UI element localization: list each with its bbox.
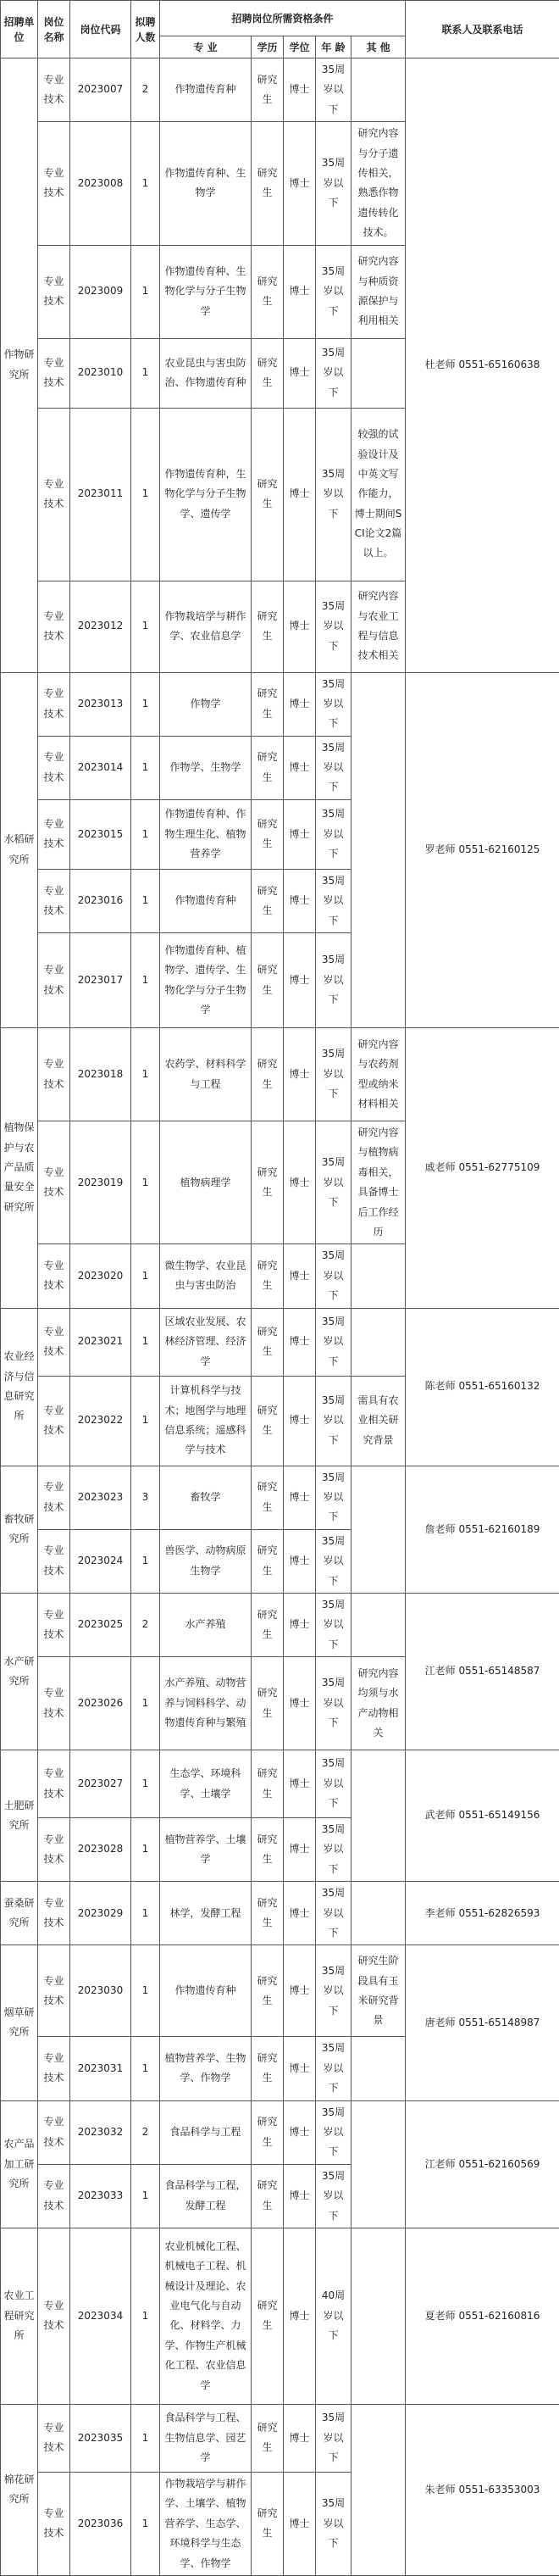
cell-contact: 戚老师 0551-62775109 xyxy=(406,1028,559,1309)
cell-headcount: 1 xyxy=(131,1882,160,1945)
cell-headcount: 1 xyxy=(131,1121,160,1244)
cell-degree: 博士 xyxy=(284,933,316,1028)
cell-education: 研究生 xyxy=(252,1945,284,2037)
cell-education: 研究生 xyxy=(252,245,284,338)
cell-major: 作物学 xyxy=(160,672,252,736)
cell-age: 35周岁以下 xyxy=(316,1244,351,1308)
table-row xyxy=(1,1945,559,2037)
cell-other xyxy=(351,338,406,408)
cell-post-name: 专业技术 xyxy=(38,1376,70,1466)
cell-post-name: 专业技术 xyxy=(38,1750,70,1818)
cell-other: 研究内容均须与水产动物相关 xyxy=(351,1657,406,1750)
cell-headcount: 1 xyxy=(131,869,160,932)
cell-education: 研究生 xyxy=(252,2472,284,2575)
cell-major: 作物遗传育种、生物化学与分子生物学 xyxy=(160,245,252,338)
cell-unit: 烟草研究所 xyxy=(1,1945,38,2100)
cell-degree: 博士 xyxy=(284,1028,316,1121)
cell-headcount: 1 xyxy=(131,2037,160,2100)
cell-degree: 博士 xyxy=(284,2164,316,2228)
header-education: 学历 xyxy=(252,36,284,58)
table-row xyxy=(1,1593,559,1656)
cell-degree: 博士 xyxy=(284,2100,316,2164)
cell-other: 研究内容与植物病毒相关，具备博士后工作经历 xyxy=(351,1121,406,1244)
cell-post-code: 2023014 xyxy=(70,736,131,799)
cell-age: 35周岁以下 xyxy=(316,736,351,799)
cell-age: 35周岁以下 xyxy=(316,2037,351,2100)
cell-age: 35周岁以下 xyxy=(316,1593,351,1656)
cell-degree: 博士 xyxy=(284,1244,316,1308)
cell-unit: 土肥研究所 xyxy=(1,1750,38,1882)
cell-headcount: 1 xyxy=(131,933,160,1028)
cell-post-name: 专业技术 xyxy=(38,245,70,338)
cell-post-name: 专业技术 xyxy=(38,1593,70,1656)
cell-other xyxy=(351,672,406,1028)
cell-post-code: 2023031 xyxy=(70,2037,131,2100)
cell-post-name: 专业技术 xyxy=(38,2037,70,2100)
cell-age: 35周岁以下 xyxy=(316,2472,351,2575)
cell-post-name: 专业技术 xyxy=(38,1818,70,1882)
cell-unit: 棉花研究所 xyxy=(1,2404,38,2575)
cell-contact: 李老师 0551-62826593 xyxy=(406,1882,559,1945)
table-row xyxy=(1,58,559,122)
cell-post-name: 专业技术 xyxy=(38,1882,70,1945)
cell-age: 35周岁以下 xyxy=(316,245,351,338)
cell-major: 食品科学与工程 xyxy=(160,2100,252,2164)
header-degree: 学位 xyxy=(284,36,316,58)
cell-age: 35周岁以下 xyxy=(316,1308,351,1376)
cell-education: 研究生 xyxy=(252,1028,284,1121)
cell-headcount: 1 xyxy=(131,1750,160,1818)
cell-degree: 博士 xyxy=(284,338,316,408)
cell-other: 研究内容与农药剂型或纳米材料相关 xyxy=(351,1028,406,1121)
cell-degree: 博士 xyxy=(284,1818,316,1882)
cell-degree: 博士 xyxy=(284,869,316,932)
cell-headcount: 1 xyxy=(131,1028,160,1121)
cell-headcount: 1 xyxy=(131,2164,160,2228)
table-row xyxy=(1,1466,559,1529)
cell-age: 40周岁以下 xyxy=(316,2228,351,2404)
cell-other: 较强的试验设计及中英文写作能力，博士期间SCI论文2篇以上。 xyxy=(351,408,406,581)
cell-other: 研究内容与分子遗传相关，熟悉作物遗传转化技术。 xyxy=(351,122,406,245)
cell-post-name: 专业技术 xyxy=(38,2164,70,2228)
cell-post-code: 2023016 xyxy=(70,869,131,932)
cell-major: 作物遗传育种、植物学、遗传学、生物化学与分子生物学 xyxy=(160,933,252,1028)
cell-major: 兽医学、动物病原生物学 xyxy=(160,1529,252,1593)
table-row xyxy=(1,2228,559,2404)
cell-major: 畜牧学 xyxy=(160,1466,252,1529)
cell-education: 研究生 xyxy=(252,1244,284,1308)
cell-post-code: 2023024 xyxy=(70,1529,131,1593)
cell-post-code: 2023033 xyxy=(70,2164,131,2228)
cell-age: 35周岁以下 xyxy=(316,1529,351,1593)
cell-headcount: 2 xyxy=(131,58,160,122)
header-contact: 联系人及联系电话 xyxy=(406,1,559,58)
cell-degree: 博士 xyxy=(284,1529,316,1593)
cell-post-name: 专业技术 xyxy=(38,581,70,672)
cell-age: 35周岁以下 xyxy=(316,2100,351,2164)
cell-age: 35周岁以下 xyxy=(316,581,351,672)
cell-major: 作物遗传育种、生物学 xyxy=(160,122,252,245)
cell-age: 35周岁以下 xyxy=(316,408,351,581)
cell-age: 35周岁以下 xyxy=(316,2164,351,2228)
cell-age: 35周岁以下 xyxy=(316,933,351,1028)
cell-education: 研究生 xyxy=(252,58,284,122)
cell-education: 研究生 xyxy=(252,581,284,672)
cell-headcount: 1 xyxy=(131,245,160,338)
cell-post-code: 2023022 xyxy=(70,1376,131,1466)
cell-other: 需具有农业相关研究背景 xyxy=(351,1376,406,1466)
cell-post-code: 2023034 xyxy=(70,2228,131,2404)
cell-other xyxy=(351,58,406,122)
cell-education: 研究生 xyxy=(252,736,284,799)
cell-education: 研究生 xyxy=(252,1121,284,1244)
cell-major: 农业机械化工程、机械电子工程、机械设计及理论、农业电气化与自动化、材料学、力学、作物生产机械化工程、农业信息学 xyxy=(160,2228,252,2404)
cell-post-name: 专业技术 xyxy=(38,122,70,245)
cell-headcount: 1 xyxy=(131,1376,160,1466)
cell-other xyxy=(351,2228,406,2404)
cell-major: 食品科学与工程、生物信息学、园艺学 xyxy=(160,2404,252,2472)
cell-major: 农药学、材料科学与工程 xyxy=(160,1028,252,1121)
cell-degree: 博士 xyxy=(284,245,316,338)
cell-major: 作物遗传育种 xyxy=(160,58,252,122)
cell-major: 水产养殖 xyxy=(160,1593,252,1656)
header-conditions: 招聘岗位所需资格条件 xyxy=(160,1,406,36)
cell-post-code: 2023010 xyxy=(70,338,131,408)
cell-headcount: 1 xyxy=(131,408,160,581)
cell-post-name: 专业技术 xyxy=(38,2404,70,2472)
header-age: 年 龄 xyxy=(316,36,351,58)
cell-major: 计算机科学与技术；地图学与地理信息系统；遥感科学与技术 xyxy=(160,1376,252,1466)
cell-post-code: 2023032 xyxy=(70,2100,131,2164)
header-other: 其 他 xyxy=(351,36,406,58)
header-headcount: 拟聘人数 xyxy=(131,1,160,58)
cell-other: 研究内容与种质资源保护与利用相关 xyxy=(351,245,406,338)
cell-degree: 博士 xyxy=(284,581,316,672)
cell-headcount: 1 xyxy=(131,672,160,736)
cell-post-name: 专业技术 xyxy=(38,933,70,1028)
cell-unit: 农业经济与信息研究所 xyxy=(1,1308,38,1466)
cell-post-code: 2023009 xyxy=(70,245,131,338)
cell-age: 35周岁以下 xyxy=(316,869,351,932)
cell-degree: 博士 xyxy=(284,1945,316,2037)
cell-major: 植物病理学 xyxy=(160,1121,252,1244)
cell-education: 研究生 xyxy=(252,1376,284,1466)
cell-post-name: 专业技术 xyxy=(38,408,70,581)
cell-degree: 博士 xyxy=(284,1657,316,1750)
cell-contact: 杜老师 0551-65160638 xyxy=(406,58,559,673)
cell-major: 区域农业发展、农林经济管理、经济学 xyxy=(160,1308,252,1376)
cell-post-name: 专业技术 xyxy=(38,1466,70,1529)
cell-unit: 蚕桑研究所 xyxy=(1,1882,38,1945)
cell-other: 研究生阶段具有玉米研究背景 xyxy=(351,1945,406,2037)
cell-headcount: 1 xyxy=(131,122,160,245)
cell-contact: 詹老师 0551-62160189 xyxy=(406,1466,559,1593)
cell-contact: 夏老师 0551-62160816 xyxy=(406,2228,559,2404)
cell-degree: 博士 xyxy=(284,2037,316,2100)
cell-headcount: 1 xyxy=(131,2404,160,2472)
cell-major: 生态学、环境科学、土壤学 xyxy=(160,1750,252,1818)
cell-education: 研究生 xyxy=(252,1750,284,1818)
cell-contact: 江老师 0551-62160569 xyxy=(406,2100,559,2228)
cell-age: 35周岁以下 xyxy=(316,2404,351,2472)
cell-headcount: 2 xyxy=(131,2100,160,2164)
cell-degree: 博士 xyxy=(284,408,316,581)
cell-other xyxy=(351,1308,406,1376)
cell-major: 植物营养学、生物学、作物学 xyxy=(160,2037,252,2100)
cell-age: 35周岁以下 xyxy=(316,1750,351,1818)
cell-other xyxy=(351,2037,406,2100)
cell-post-code: 2023018 xyxy=(70,1028,131,1121)
cell-post-code: 2023026 xyxy=(70,1657,131,1750)
cell-contact: 陈老师 0551-65160132 xyxy=(406,1308,559,1466)
cell-education: 研究生 xyxy=(252,1466,284,1529)
cell-post-name: 专业技术 xyxy=(38,1945,70,2037)
cell-other xyxy=(351,1466,406,1593)
cell-post-code: 2023030 xyxy=(70,1945,131,2037)
cell-post-code: 2023035 xyxy=(70,2404,131,2472)
cell-age: 35周岁以下 xyxy=(316,799,351,869)
cell-degree: 博士 xyxy=(284,1593,316,1656)
cell-age: 35周岁以下 xyxy=(316,1121,351,1244)
header-post-code: 岗位代码 xyxy=(70,1,131,58)
table-row xyxy=(1,1308,559,1376)
cell-education: 研究生 xyxy=(252,1882,284,1945)
cell-headcount: 1 xyxy=(131,1529,160,1593)
cell-post-code: 2023011 xyxy=(70,408,131,581)
table-row xyxy=(1,1882,559,1945)
cell-contact: 江老师 0551-65148587 xyxy=(406,1593,559,1750)
cell-degree: 博士 xyxy=(284,2472,316,2575)
cell-post-code: 2023025 xyxy=(70,1593,131,1656)
cell-degree: 博士 xyxy=(284,799,316,869)
cell-unit: 农产品加工研究所 xyxy=(1,2100,38,2228)
table-row xyxy=(1,672,559,736)
cell-major: 作物遗传育种 xyxy=(160,869,252,932)
cell-contact: 罗老师 0551-62160125 xyxy=(406,672,559,1028)
cell-contact: 武老师 0551-65149156 xyxy=(406,1750,559,1882)
cell-age: 35周岁以下 xyxy=(316,1028,351,1121)
cell-education: 研究生 xyxy=(252,1593,284,1656)
cell-headcount: 1 xyxy=(131,1657,160,1750)
table-row xyxy=(1,1750,559,1818)
cell-degree: 博士 xyxy=(284,2228,316,2404)
cell-major: 作物栽培学与耕作学、土壤学、植物营养学、生态学、环境科学与生态学、作物学 xyxy=(160,2472,252,2575)
cell-post-name: 专业技术 xyxy=(38,736,70,799)
cell-education: 研究生 xyxy=(252,1308,284,1376)
cell-post-code: 2023019 xyxy=(70,1121,131,1244)
cell-age: 35周岁以下 xyxy=(316,1945,351,2037)
cell-post-code: 2023015 xyxy=(70,799,131,869)
cell-post-code: 2023027 xyxy=(70,1750,131,1818)
cell-education: 研究生 xyxy=(252,2164,284,2228)
cell-major: 林学，发酵工程 xyxy=(160,1882,252,1945)
cell-headcount: 1 xyxy=(131,1818,160,1882)
cell-post-name: 专业技术 xyxy=(38,1244,70,1308)
cell-other xyxy=(351,2404,406,2575)
cell-post-code: 2023017 xyxy=(70,933,131,1028)
cell-unit: 畜牧研究所 xyxy=(1,1466,38,1593)
table-header xyxy=(1,1,559,58)
cell-major: 水产养殖、动物营养与饲料科学、动物遗传育种与繁殖 xyxy=(160,1657,252,1750)
cell-age: 35周岁以下 xyxy=(316,1882,351,1945)
cell-education: 研究生 xyxy=(252,122,284,245)
cell-age: 35周岁以下 xyxy=(316,338,351,408)
cell-post-name: 专业技术 xyxy=(38,869,70,932)
cell-education: 研究生 xyxy=(252,933,284,1028)
cell-post-code: 2023028 xyxy=(70,1818,131,1882)
cell-unit: 水稻研究所 xyxy=(1,672,38,1028)
cell-headcount: 1 xyxy=(131,736,160,799)
cell-age: 35周岁以下 xyxy=(316,122,351,245)
cell-post-code: 2023012 xyxy=(70,581,131,672)
cell-contact: 朱老师 0551-63353003 xyxy=(406,2404,559,2575)
cell-post-name: 专业技术 xyxy=(38,1028,70,1121)
cell-education: 研究生 xyxy=(252,672,284,736)
cell-major: 微生物学、农业昆虫与害虫防治 xyxy=(160,1244,252,1308)
cell-post-code: 2023007 xyxy=(70,58,131,122)
cell-major: 作物遗传育种、作物生理生化、植物营养学 xyxy=(160,799,252,869)
cell-post-name: 专业技术 xyxy=(38,1121,70,1244)
cell-post-name: 专业技术 xyxy=(38,1529,70,1593)
cell-unit: 农业工程研究所 xyxy=(1,2228,38,2404)
cell-education: 研究生 xyxy=(252,1529,284,1593)
header-major: 专 业 xyxy=(160,36,252,58)
cell-education: 研究生 xyxy=(252,2100,284,2164)
cell-education: 研究生 xyxy=(252,1818,284,1882)
cell-major: 作物遗传育种 xyxy=(160,1945,252,2037)
cell-education: 研究生 xyxy=(252,2228,284,2404)
cell-post-name: 专业技术 xyxy=(38,2472,70,2575)
cell-degree: 博士 xyxy=(284,1466,316,1529)
cell-post-code: 2023013 xyxy=(70,672,131,736)
cell-education: 研究生 xyxy=(252,1657,284,1750)
header-unit: 招聘单位 xyxy=(1,1,38,58)
cell-post-name: 专业技术 xyxy=(38,1308,70,1376)
cell-headcount: 2 xyxy=(131,1593,160,1656)
table-row xyxy=(1,2404,559,2472)
cell-other xyxy=(351,1244,406,1308)
cell-headcount: 1 xyxy=(131,1244,160,1308)
cell-unit: 植物保护与农产品质量安全研究所 xyxy=(1,1028,38,1309)
cell-education: 研究生 xyxy=(252,799,284,869)
cell-post-name: 专业技术 xyxy=(38,799,70,869)
cell-education: 研究生 xyxy=(252,408,284,581)
cell-other xyxy=(351,1750,406,1882)
cell-age: 35周岁以下 xyxy=(316,1818,351,1882)
cell-education: 研究生 xyxy=(252,338,284,408)
cell-headcount: 1 xyxy=(131,338,160,408)
cell-post-name: 专业技术 xyxy=(38,1657,70,1750)
cell-headcount: 1 xyxy=(131,2228,160,2404)
cell-degree: 博士 xyxy=(284,1882,316,1945)
cell-other xyxy=(351,2100,406,2228)
cell-other xyxy=(351,1882,406,1945)
cell-post-code: 2023029 xyxy=(70,1882,131,1945)
cell-contact: 唐老师 0551-65148987 xyxy=(406,1945,559,2100)
cell-post-name: 专业技术 xyxy=(38,2228,70,2404)
cell-other: 研究内容与农业工程与信息技术相关 xyxy=(351,581,406,672)
cell-education: 研究生 xyxy=(252,869,284,932)
cell-post-code: 2023023 xyxy=(70,1466,131,1529)
cell-post-code: 2023020 xyxy=(70,1244,131,1308)
cell-post-name: 专业技术 xyxy=(38,672,70,736)
cell-degree: 博士 xyxy=(284,736,316,799)
cell-age: 35周岁以下 xyxy=(316,1376,351,1466)
cell-major: 作物学、生物学 xyxy=(160,736,252,799)
table-row xyxy=(1,1028,559,1121)
cell-age: 35周岁以下 xyxy=(316,1466,351,1529)
cell-major: 作物遗传育种，生物化学与分子生物学、遗传学 xyxy=(160,408,252,581)
cell-age: 35周岁以下 xyxy=(316,672,351,736)
cell-degree: 博士 xyxy=(284,58,316,122)
cell-post-name: 专业技术 xyxy=(38,58,70,122)
cell-unit: 作物研究所 xyxy=(1,58,38,673)
cell-post-code: 2023008 xyxy=(70,122,131,245)
cell-major: 食品科学与工程，发酵工程 xyxy=(160,2164,252,2228)
cell-headcount: 1 xyxy=(131,1308,160,1376)
header-post-name: 岗位名称 xyxy=(38,1,70,58)
cell-degree: 博士 xyxy=(284,1121,316,1244)
cell-degree: 博士 xyxy=(284,1376,316,1466)
cell-degree: 博士 xyxy=(284,1308,316,1376)
cell-headcount: 3 xyxy=(131,1466,160,1529)
cell-headcount: 1 xyxy=(131,799,160,869)
cell-post-code: 2023021 xyxy=(70,1308,131,1376)
cell-degree: 博士 xyxy=(284,122,316,245)
cell-degree: 博士 xyxy=(284,672,316,736)
cell-post-name: 专业技术 xyxy=(38,2100,70,2164)
cell-headcount: 1 xyxy=(131,1945,160,2037)
cell-unit: 水产研究所 xyxy=(1,1593,38,1750)
cell-headcount: 1 xyxy=(131,2472,160,2575)
cell-age: 35周岁以下 xyxy=(316,58,351,122)
cell-major: 作物栽培学与耕作学、农业信息学 xyxy=(160,581,252,672)
cell-other xyxy=(351,1593,406,1656)
cell-education: 研究生 xyxy=(252,2037,284,2100)
cell-major: 植物营养学、土壤学 xyxy=(160,1818,252,1882)
cell-degree: 博士 xyxy=(284,1750,316,1818)
cell-age: 35周岁以下 xyxy=(316,1657,351,1750)
cell-post-name: 专业技术 xyxy=(38,338,70,408)
cell-major: 农业昆虫与害虫防治、作物遗传育种 xyxy=(160,338,252,408)
cell-education: 研究生 xyxy=(252,2404,284,2472)
cell-degree: 博士 xyxy=(284,2404,316,2472)
table-row xyxy=(1,2100,559,2164)
cell-post-code: 2023036 xyxy=(70,2472,131,2575)
table-body xyxy=(1,58,559,2576)
cell-headcount: 1 xyxy=(131,581,160,672)
